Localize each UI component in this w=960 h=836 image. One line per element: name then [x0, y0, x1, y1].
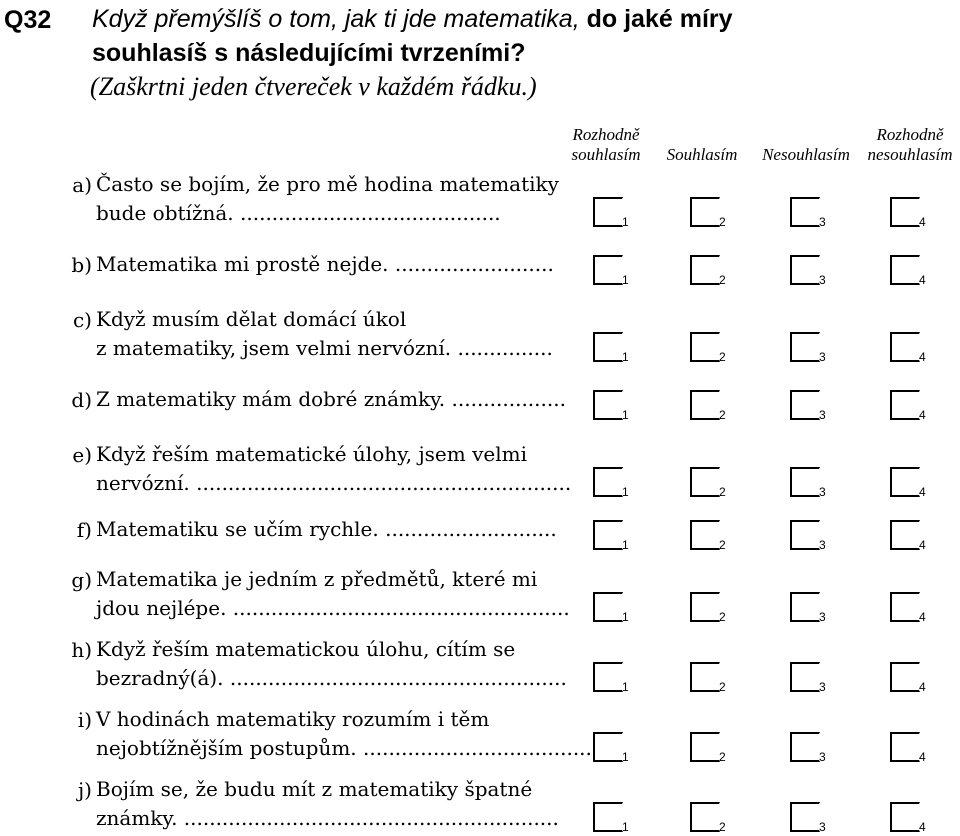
response-checkbox[interactable] — [890, 520, 920, 550]
item-statement — [96, 705, 592, 763]
item-statement-line1: Matematika mi prostě nejde. ......................... — [96, 252, 554, 276]
column-header-line2: Nesouhlasím — [762, 145, 850, 164]
response-checkbox[interactable] — [593, 662, 623, 692]
response-checkbox[interactable] — [690, 732, 720, 762]
response-checkbox[interactable] — [690, 255, 720, 285]
response-checkbox[interactable] — [890, 802, 920, 832]
question-instruction: (Zaškrtni jeden čtvereček v každém řádku.) — [90, 72, 537, 101]
item-statement — [96, 440, 572, 498]
item-letter: f) — [76, 518, 92, 542]
response-checkbox[interactable] — [593, 332, 623, 362]
response-checkbox[interactable] — [890, 197, 920, 227]
response-code: 4 — [919, 408, 926, 422]
item-statement-line1: Když řeším matematickou úlohu, cítím se — [96, 637, 516, 661]
column-header-line2: nesouhlasím — [867, 145, 953, 164]
response-code: 1 — [622, 485, 629, 499]
item-letter: c) — [72, 308, 92, 332]
response-checkbox[interactable] — [790, 520, 820, 550]
item-row — [0, 250, 960, 290]
item-letter: d) — [71, 388, 92, 412]
response-checkbox[interactable] — [690, 390, 720, 420]
item-statement-line1: Matematiku se učím rychle. ........................... — [96, 517, 557, 541]
column-header-strongly-agree — [556, 125, 656, 165]
response-checkbox[interactable] — [593, 197, 623, 227]
response-checkbox[interactable] — [890, 467, 920, 497]
item-statement-line2: bezradný(á). ..................................................... — [96, 666, 567, 690]
item-statement-line2: nervózní. ........................................................... — [96, 471, 572, 495]
response-code: 2 — [719, 538, 726, 552]
column-header-line2: Souhlasím — [666, 145, 738, 164]
item-letter: g) — [71, 568, 92, 592]
column-header-agree — [656, 145, 748, 165]
response-code: 3 — [819, 820, 826, 834]
item-statement — [96, 565, 570, 623]
item-letter: a) — [72, 173, 92, 197]
response-checkbox[interactable] — [690, 662, 720, 692]
question-prompt-bold-1: do jaké míry — [586, 5, 733, 33]
response-code: 2 — [719, 820, 726, 834]
item-statement-line2: z matematiky, jsem velmi nervózní. ............... — [96, 336, 553, 360]
item-statement-line1: Z matematiky mám dobré známky. .................. — [96, 387, 566, 411]
item-statement-line2: bude obtížná. ......................................... — [96, 201, 501, 225]
response-checkbox[interactable] — [890, 255, 920, 285]
response-checkbox[interactable] — [593, 520, 623, 550]
item-letter: e) — [72, 443, 92, 467]
response-checkbox[interactable] — [593, 467, 623, 497]
response-code: 3 — [819, 408, 826, 422]
item-statement-line1: Bojím se, že budu mít z matematiky špatné — [96, 777, 533, 801]
response-code: 1 — [622, 820, 629, 834]
response-checkbox[interactable] — [690, 332, 720, 362]
item-statement — [96, 385, 566, 414]
column-header-line1: Rozhodně — [876, 125, 944, 144]
item-statement-line1: Když musím dělat domácí úkol — [96, 307, 407, 331]
item-statement-line2: jdou nejlépe. ..................................................... — [96, 596, 570, 620]
response-checkbox[interactable] — [890, 732, 920, 762]
response-checkbox[interactable] — [593, 255, 623, 285]
question-number: Q32 — [4, 6, 52, 34]
response-checkbox[interactable] — [790, 255, 820, 285]
response-checkbox[interactable] — [890, 592, 920, 622]
response-code: 4 — [919, 750, 926, 764]
item-statement — [96, 170, 566, 228]
response-checkbox[interactable] — [790, 332, 820, 362]
response-code: 2 — [719, 273, 726, 287]
question-prompt — [92, 2, 952, 70]
response-code: 2 — [719, 215, 726, 229]
response-checkbox[interactable] — [690, 592, 720, 622]
response-code: 1 — [622, 215, 629, 229]
response-checkbox[interactable] — [790, 592, 820, 622]
response-code: 1 — [622, 408, 629, 422]
response-code: 4 — [919, 820, 926, 834]
response-checkbox[interactable] — [593, 732, 623, 762]
response-code: 2 — [719, 750, 726, 764]
item-statement — [96, 250, 566, 279]
response-code: 3 — [819, 750, 826, 764]
column-header-disagree — [750, 145, 862, 165]
response-code: 3 — [819, 680, 826, 694]
item-letter: i) — [77, 708, 92, 732]
item-letter: b) — [71, 253, 92, 277]
question-prompt-italic: Když přemýšlíš o tom, jak ti jde matematika, — [92, 5, 580, 33]
item-row — [0, 635, 960, 695]
item-statement-line2: známky. ........................................................... — [96, 806, 559, 830]
response-checkbox[interactable] — [690, 467, 720, 497]
response-code: 4 — [919, 680, 926, 694]
item-row — [0, 305, 960, 365]
item-row — [0, 385, 960, 425]
item-row — [0, 170, 960, 230]
item-statement-line1: Matematika je jedním z předmětů, které mi — [96, 567, 538, 591]
item-row — [0, 705, 960, 765]
response-code: 3 — [819, 538, 826, 552]
response-code: 2 — [719, 350, 726, 364]
response-checkbox[interactable] — [593, 390, 623, 420]
item-row — [0, 775, 960, 835]
response-code: 1 — [622, 273, 629, 287]
item-statement — [96, 515, 566, 544]
item-row — [0, 440, 960, 500]
response-checkbox[interactable] — [890, 390, 920, 420]
item-statement-line2: nejobtížnějším postupům. .................................... — [96, 736, 592, 760]
column-header-line1: Rozhodně — [572, 125, 640, 144]
response-checkbox[interactable] — [790, 732, 820, 762]
column-header-line2: souhlasím — [571, 145, 641, 164]
response-code: 3 — [819, 485, 826, 499]
response-code: 4 — [919, 273, 926, 287]
response-code: 3 — [819, 350, 826, 364]
response-code: 3 — [819, 610, 826, 624]
item-statement-line1: Často se bojím, že pro mě hodina matematiky — [96, 172, 559, 196]
response-code: 4 — [919, 610, 926, 624]
response-checkbox[interactable] — [790, 197, 820, 227]
response-checkbox[interactable] — [593, 592, 623, 622]
response-checkbox[interactable] — [690, 520, 720, 550]
response-code: 3 — [819, 215, 826, 229]
response-checkbox[interactable] — [890, 662, 920, 692]
response-checkbox[interactable] — [593, 802, 623, 832]
response-checkbox[interactable] — [790, 802, 820, 832]
item-statement — [96, 305, 566, 363]
response-code: 2 — [719, 680, 726, 694]
response-checkbox[interactable] — [790, 467, 820, 497]
response-code: 2 — [719, 485, 726, 499]
response-code: 4 — [919, 350, 926, 364]
response-checkbox[interactable] — [690, 197, 720, 227]
response-code: 4 — [919, 215, 926, 229]
response-code: 3 — [819, 273, 826, 287]
item-row — [0, 565, 960, 625]
item-statement-line1: Když řeším matematické úlohy, jsem velmi — [96, 442, 527, 466]
response-code: 1 — [622, 610, 629, 624]
question-prompt-bold-2: souhlasíš s následujícími tvrzeními? — [92, 39, 526, 67]
response-code: 1 — [622, 680, 629, 694]
response-checkbox[interactable] — [790, 390, 820, 420]
response-checkbox[interactable] — [790, 662, 820, 692]
item-letter: j) — [77, 778, 92, 802]
item-statement — [96, 775, 566, 833]
response-checkbox[interactable] — [890, 332, 920, 362]
response-code: 2 — [719, 610, 726, 624]
response-code: 2 — [719, 408, 726, 422]
item-statement — [96, 635, 566, 693]
response-code: 1 — [622, 750, 629, 764]
response-code: 4 — [919, 538, 926, 552]
item-letter: h) — [71, 638, 92, 662]
item-row — [0, 515, 960, 555]
column-header-strongly-disagree — [858, 125, 960, 165]
item-statement-line1: V hodinách matematiky rozumím i těm — [96, 707, 490, 731]
response-code: 1 — [622, 350, 629, 364]
response-code: 1 — [622, 538, 629, 552]
response-checkbox[interactable] — [690, 802, 720, 832]
response-code: 4 — [919, 485, 926, 499]
